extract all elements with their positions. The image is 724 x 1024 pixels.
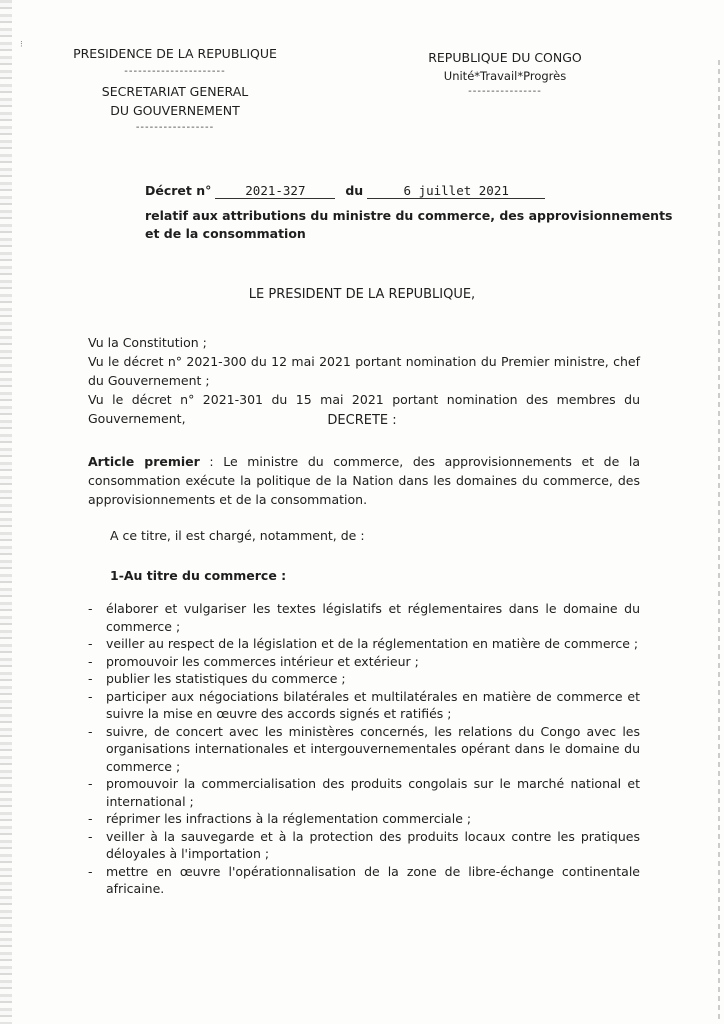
visa-decree-gouvernement: Vu le décret n° 2021-301 du 15 mai 2021 portant nomination des membres du Gouvernement, [88,392,640,426]
list-item [88,863,640,898]
header-right-motto: Unité*Travail*Progrès [443,69,567,83]
article-premier [88,452,640,509]
list-item-text: suivre, de concert avec les ministères concernés, les relations du Congo avec les organisations internationales et intergouvernementales opérant dans le domaine du commerce ; [106,723,640,774]
intro-line: A ce titre, il est chargé, notamment, de : [110,528,365,543]
article-premier-text: : Le ministre du commerce, des approvisionnements et de la consommation exécute la politique de la Nation dans les domaines du commerce, des approvisionnements et de la consommation. [88,454,641,507]
list-item [88,635,640,653]
header-right-line1: REPUBLIQUE DU CONGO [428,50,582,65]
list-item [88,810,640,828]
commerce-duties-list [88,600,640,898]
bullet-dash: - [88,863,93,879]
list-item [88,775,640,810]
list-item-text: veiller à la sauvegarde et à la protection des produits locaux contre les pratiques déloyales à l'importation ; [106,828,640,861]
list-item [88,688,640,723]
header-left-separator-2: ----------------- [135,122,215,133]
list-item [88,828,640,863]
bullet-dash: - [88,636,93,651]
header-left-line1: PRESIDENCE DE LA REPUBLIQUE [73,46,277,61]
header-left-line3: DU GOUVERNEMENT [110,103,240,118]
decree-number: 2021-327 [215,184,335,199]
list-item-text: réprimer les infractions à la réglementation commerciale ; [106,811,472,826]
list-item-text: promouvoir les commerces intérieur et extérieur ; [106,653,419,669]
decree-du: du [345,183,364,198]
bullet-dash: - [88,601,93,616]
scan-edge-left [0,0,12,1024]
list-item-text: mettre en œuvre l'opérationnalisation de la zone de libre-échange continentale africaine. [106,863,640,896]
decree-title-line [145,183,545,199]
list-item-text: participer aux négociations bilatérales et multilatérales en matière de commerce et suivre la mise en œuvre des accords signés et ratifiés ; [106,688,640,721]
decree-subject-line2: et de la consommation [145,226,306,241]
visa-decree-premier-ministre: Vu le décret n° 2021-300 du 12 mai 2021 portant nomination du Premier ministre, chef du Gouvernement ; [88,354,640,388]
list-item-text: promouvoir la commercialisation des produits congolais sur le marché national et international ; [106,776,640,809]
bullet-dash: - [88,723,93,739]
section-commerce-title: 1-Au titre du commerce : [110,568,287,583]
article-premier-label: Article premier [88,454,200,469]
list-item [88,653,640,671]
decree-prefix: Décret n° [145,183,212,198]
decree-subject-line1: relatif aux attributions du ministre du commerce, des approvisionnements [145,208,673,223]
bullet-dash: - [88,776,93,791]
bullet-dash: - [88,828,93,844]
decrete-heading: DECRETE : [327,413,397,428]
header-left-line2: SECRETARIAT GENERAL [101,84,249,99]
scan-edge-right [718,60,720,1020]
bullet-dash: - [88,811,93,826]
list-item [88,600,640,635]
scan-corner-mark: ⁝ [20,40,23,50]
decree-date: 6 juillet 2021 [367,184,545,199]
list-item-text: publier les statistiques du commerce ; [106,671,346,686]
header-left-separator-1: ---------------------- [124,66,226,77]
bullet-dash: - [88,671,93,686]
bullet-dash: - [88,653,93,669]
list-item [88,670,640,688]
list-item-text: veiller au respect de la législation et de la réglementation en matière de commerce ; [106,636,639,651]
president-heading: LE PRESIDENT DE LA REPUBLIQUE, [248,287,476,302]
bullet-dash: - [88,688,93,704]
header-right-separator: ---------------- [468,86,542,97]
list-item [88,723,640,776]
list-item-text: élaborer et vulgariser les textes législatifs et réglementaires dans le domaine du commerce ; [106,601,640,634]
visa-constitution: Vu la Constitution ; [88,335,207,350]
